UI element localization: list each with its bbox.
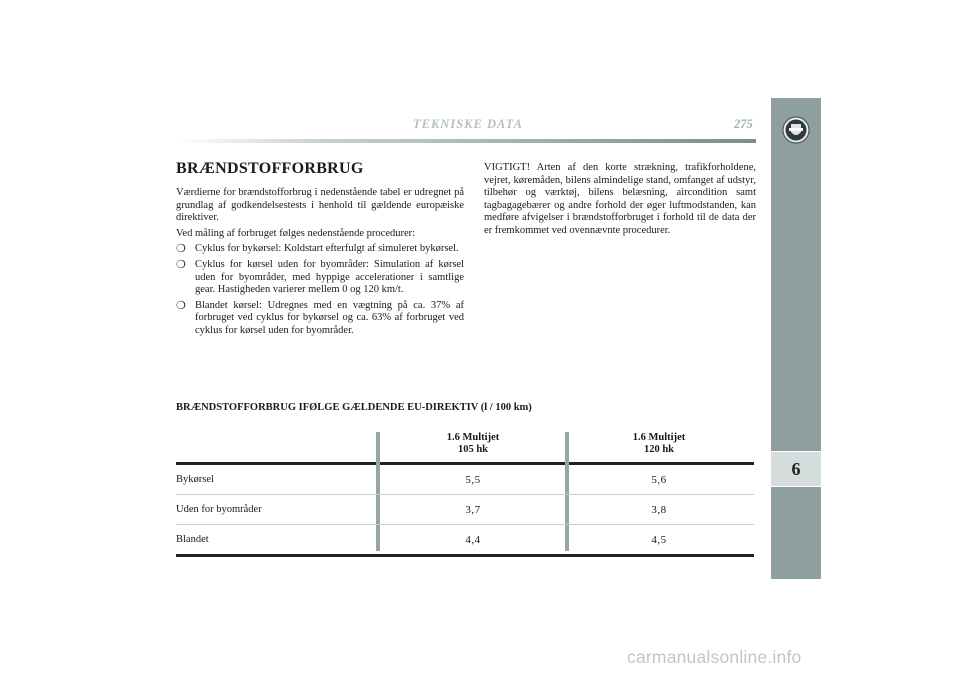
- table-row: [176, 465, 754, 495]
- row-value: 4,4: [465, 534, 481, 546]
- header-title: TEKNISKE DATA: [413, 117, 523, 131]
- circle-bullet-icon: ❍: [176, 243, 186, 256]
- page-number: 275: [734, 117, 753, 131]
- procedure-text: Cyklus for bykørsel: Koldstart efterfulgt af simuleret bykørsel.: [195, 243, 459, 255]
- row-value: 4,5: [651, 534, 667, 546]
- circle-bullet-icon: ❍: [176, 299, 186, 312]
- table-header: [176, 432, 754, 462]
- intro-paragraph: Værdierne for brændstofforbrug i nedenstående tabel er udregnet på grundlag af godkendelsestests i henhold til gældende europæiske direktiver.: [176, 187, 464, 224]
- row-label: Blandet: [176, 534, 209, 545]
- footer-rule: [176, 554, 754, 557]
- row-label: Uden for byområder: [176, 504, 262, 515]
- procedures-intro: Ved måling af forbruget følges nedenstående procedurer:: [176, 227, 416, 239]
- watermark: carmanualsonline.info: [627, 647, 802, 667]
- column-header-line: 105 hk: [457, 444, 489, 455]
- chapter-side-tab[interactable]: [771, 98, 821, 579]
- header-rule: [176, 139, 756, 143]
- row-value: 3,8: [651, 504, 667, 516]
- column-header-line: 1.6 Multijet: [632, 432, 686, 443]
- column-header-120hk: [589, 432, 729, 456]
- row-value: 3,7: [465, 504, 481, 516]
- column-header-line: 1.6 Multijet: [446, 432, 500, 443]
- table-title: BRÆNDSTOFFORBRUG IFØLGE GÆLDENDE EU-DIREKTIV (l / 100 km): [176, 402, 532, 413]
- table-row: [176, 525, 754, 554]
- fuel-consumption-table: [176, 432, 754, 557]
- lancia-shield-icon: [782, 116, 810, 144]
- table-row: [176, 495, 754, 525]
- circle-bullet-icon: ❍: [176, 258, 186, 271]
- procedure-text: Cyklus for kørsel uden for byområder: Simulation af kørsel uden for byområder, med hyppige accelerationer i samtlige gear. Hastigheden varierer mellem 0 og 120 km/t.: [195, 258, 464, 296]
- row-label: Bykørsel: [176, 474, 214, 485]
- warning-paragraph: VIGTIGT! Arten af den korte strækning, trafikforholdene, vejret, køremåden, bilens almindelige stand, omfanget af udstyr, tilbehør og værktøj, bilens belæsning, aircondition samt tagbagagebærer og andre forhold der øger luftmodstanden, kan medføre afvigelser i brændstofforbruget i forhold til de data der er fremkommet ved ovennævnte procedurer.: [484, 162, 756, 236]
- procedure-list: [176, 243, 464, 337]
- procedure-item-extra-urban: [176, 259, 464, 297]
- procedure-item-city: [176, 243, 464, 256]
- chapter-number: 6: [771, 451, 821, 487]
- row-value: 5,5: [465, 474, 481, 486]
- section-heading: BRÆNDSTOFFORBRUG: [176, 160, 364, 177]
- procedure-text: Blandet kørsel: Udregnes med en vægtning på ca. 37% af forbruget ved cyklus for bykørsel og ca. 63% af forbruget ved cyklus for kørsel uden for byområder.: [195, 299, 464, 336]
- procedure-item-combined: [176, 300, 464, 338]
- column-header-105hk: [403, 432, 543, 456]
- left-column: [176, 187, 464, 341]
- row-value: 5,6: [651, 474, 667, 486]
- column-header-line: 120 hk: [643, 444, 675, 455]
